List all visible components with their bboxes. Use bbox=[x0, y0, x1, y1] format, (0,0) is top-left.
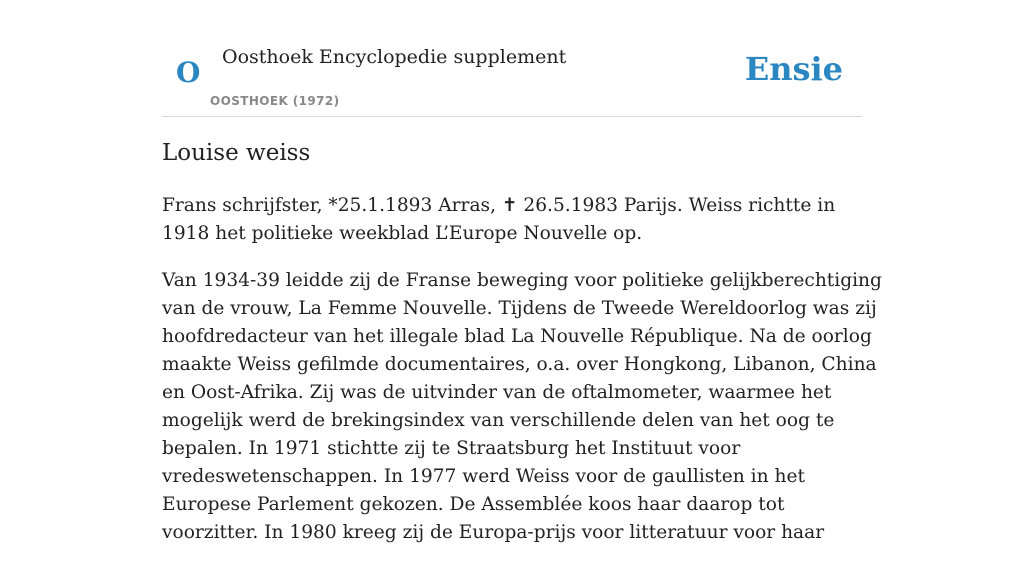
article-paragraph: Van 1934-39 leidde zij de Franse beweging voor politieke gelijkberechtiging van de vrouw, La Femme Nouvelle. Tijdens de Tweede Wereldoorlog was zij hoofdredacteur van het illegale blad La Nouvelle République. Na de oorlog maakte Weiss gefilmde documentaires, o.a. over Hongkong, Libanon, China en Oost-Afrika. Zij was de uitvinder van de oftalmometer, waarmee het mogelijk werd de brekingsindex van verschillende delen van het oog te bepalen. In 1971 stichtte zij te Straatsburg het Instituut voor vredeswetenschappen. In 1977 werd Weiss voor de gaullisten in het Europese Parlement gekozen. De Assemblée koos haar daarop tot voorzitter. In 1980 kreeg zij de Europa-prijs voor litteratuur voor haar bbox=[162, 270, 882, 543]
source-meta: OOSTHOEK (1972) bbox=[210, 94, 340, 108]
article-body bbox=[162, 192, 882, 566]
source-title[interactable]: Oosthoek Encyclopedie supplement bbox=[222, 46, 567, 68]
letter-badge: O bbox=[176, 56, 201, 89]
header bbox=[162, 0, 862, 117]
brand-logo[interactable]: Ensie bbox=[744, 50, 843, 88]
article-paragraph: Frans schrijfster, *25.1.1893 Arras, ✝ 26.5.1983 Parijs. Weiss richtte in 1918 het politieke weekblad L’Europe Nouvelle op. bbox=[162, 195, 836, 244]
article-title: Louise weiss bbox=[162, 140, 311, 166]
